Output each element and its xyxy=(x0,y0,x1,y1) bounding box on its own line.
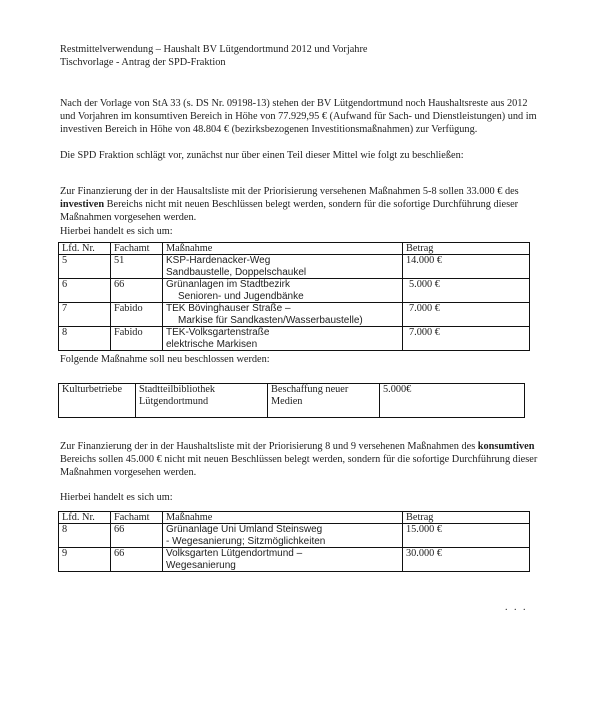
table-row xyxy=(59,303,530,327)
cell-beschaffung xyxy=(268,384,380,418)
title-line-2: Tischvorlage - Antrag der SPD-Fraktion xyxy=(60,57,226,68)
continuation-dots: . . . xyxy=(505,602,528,613)
new-measure-intro: Folgende Maßnahme soll neu beschlossen werden: xyxy=(60,354,270,365)
col-header-massnahme: Maßnahme xyxy=(163,243,403,255)
massnahme-line-2: Senioren- und Jugendbänke xyxy=(178,290,304,302)
intro-paragraph: Nach der Vorlage von StA 33 (s. DS Nr. 09198-13) stehen der BV Lütgendortmund noch Haushaltsreste aus 2012 und Vorjahren im konsumtiven Bereich in Höhe von 77.929,95 € (Aufwand für Sach- und Dienstleistungen) und im investiven Bereich in Höhe von 48.804 € (bezirksbezogenen Investitionsmaßnahmen) zur Verfügung. xyxy=(60,98,537,135)
cell-bibliothek xyxy=(136,384,268,418)
col-header-betrag: Betrag xyxy=(403,243,530,255)
table-header-row xyxy=(59,243,530,255)
cell-betrag: 14.000 € xyxy=(403,255,530,279)
cell-nr: 6 xyxy=(59,279,111,303)
massnahme-line-1: Grünanlage Uni Umland Steinsweg xyxy=(166,524,323,535)
cell-nr: 8 xyxy=(59,327,111,351)
cell-fachamt: Fabido xyxy=(111,327,163,351)
table-row xyxy=(59,524,530,548)
col-header-nr: Lfd. Nr. xyxy=(59,512,111,524)
table-row xyxy=(59,548,530,572)
col-header-fachamt: Fachamt xyxy=(111,512,163,524)
bibliothek-line-1: Stadtteilbibliothek xyxy=(139,384,216,395)
table-row xyxy=(59,279,530,303)
investive-text-after: Bereichs nicht mit neuen Beschlüssen belegt werden, sondern für die sofortige Durchführung dieser Maßnahmen vorgesehen werden. xyxy=(60,199,519,223)
massnahme-line-2: Wegesanierung xyxy=(166,559,236,571)
cell-betrag: 7.000 € xyxy=(403,303,530,327)
cell-nr: 7 xyxy=(59,303,111,327)
investive-bold: investiven xyxy=(60,199,105,210)
cell-massnahme xyxy=(163,279,403,303)
title-line-1: Restmittelverwendung – Haushalt BV Lütgendortmund 2012 und Vorjahre xyxy=(60,44,368,55)
table-header-row xyxy=(59,512,530,524)
massnahme-line-2: Sandbaustelle, Doppelschaukel xyxy=(166,266,307,278)
konsumtive-measures-table xyxy=(58,511,530,572)
massnahme-line-1: TEK Bövinghauser Straße – xyxy=(166,303,291,314)
massnahme-line-1: Grünanlagen im Stadtbezirk xyxy=(166,279,290,290)
massnahme-line-1: Volksgarten Lütgendortmund – xyxy=(166,548,303,559)
table3-intro: Hierbei handelt es sich um: xyxy=(60,492,173,503)
new-measure-table xyxy=(58,383,525,418)
massnahme-line-1: KSP-Hardenacker-Weg xyxy=(166,255,271,266)
cell-kulturbetriebe: Kulturbetriebe xyxy=(59,384,136,418)
massnahme-line-1: TEK-Volksgartenstraße xyxy=(166,327,270,338)
investive-text-before: Zur Finanzierung der in der Hausaltsliste mit der Priorisierung versehenen Maßnahmen 5-8 sollen 33.000 € des xyxy=(60,186,519,197)
cell-massnahme xyxy=(163,524,403,548)
cell-massnahme xyxy=(163,548,403,572)
massnahme-line-2: Markise für Sandkasten/Wasserbaustelle) xyxy=(178,314,363,326)
beschaffung-line-1: Beschaffung neuer xyxy=(271,384,349,395)
cell-fachamt: 66 xyxy=(111,279,163,303)
col-header-nr: Lfd. Nr. xyxy=(59,243,111,255)
cell-fachamt: 66 xyxy=(111,548,163,572)
massnahme-line-2: elektrische Markisen xyxy=(166,338,258,350)
cell-fachamt: 66 xyxy=(111,524,163,548)
massnahme-line-2: - Wegesanierung; Sitzmöglichkeiten xyxy=(166,535,326,547)
cell-massnahme xyxy=(163,327,403,351)
document-title xyxy=(60,43,540,69)
table-row xyxy=(59,255,530,279)
col-header-massnahme: Maßnahme xyxy=(163,512,403,524)
table1-intro: Hierbei handelt es sich um: xyxy=(60,226,173,237)
cell-betrag: 15.000 € xyxy=(403,524,530,548)
cell-massnahme xyxy=(163,303,403,327)
cell-nr: 8 xyxy=(59,524,111,548)
investive-paragraph xyxy=(60,185,540,224)
table-row xyxy=(59,384,525,418)
konsumtive-text-after: Bereichs sollen 45.000 € nicht mit neuen Beschlüssen belegt werden, sondern für die sofortige Durchführung dieser Maßnahmen vorgesehen werden. xyxy=(60,454,538,478)
cell-fachamt: Fabido xyxy=(111,303,163,327)
table-row xyxy=(59,327,530,351)
cell-betrag: 7.000 € xyxy=(403,327,530,351)
cell-betrag: 5.000€ xyxy=(380,384,525,418)
konsumtive-paragraph xyxy=(60,440,550,479)
col-header-betrag: Betrag xyxy=(403,512,530,524)
cell-nr: 9 xyxy=(59,548,111,572)
cell-nr: 5 xyxy=(59,255,111,279)
cell-betrag: 30.000 € xyxy=(403,548,530,572)
investive-measures-table xyxy=(58,242,530,351)
cell-fachamt: 51 xyxy=(111,255,163,279)
col-header-fachamt: Fachamt xyxy=(111,243,163,255)
cell-betrag: 5.000 € xyxy=(403,279,530,303)
konsumtive-bold: konsumtiven xyxy=(477,441,535,452)
bibliothek-line-2: Lütgendortmund xyxy=(139,395,209,407)
proposal-paragraph: Die SPD Fraktion schlägt vor, zunächst nur über einen Teil dieser Mittel wie folgt zu beschließen: xyxy=(60,150,464,161)
cell-massnahme xyxy=(163,255,403,279)
konsumtive-text-before: Zur Finanzierung der in der Haushaltsliste mit der Priorisierung 8 und 9 versehenen Maßnahmen des xyxy=(60,441,478,452)
beschaffung-line-2: Medien xyxy=(271,395,303,407)
